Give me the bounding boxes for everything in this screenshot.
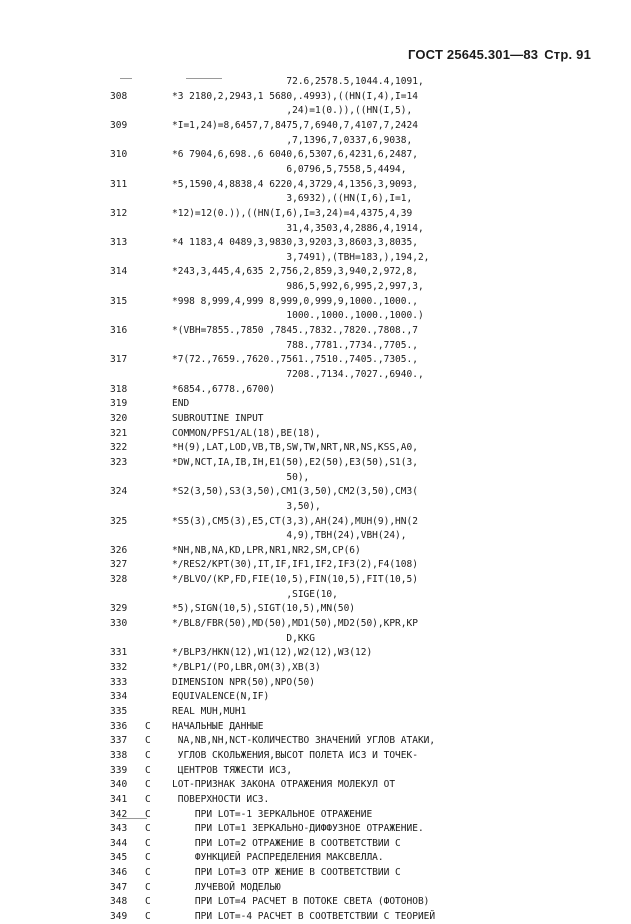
listing-line	[0, 617, 631, 631]
code-text: */BLP1/(PO,LBR,OM(3),XB(3)	[172, 662, 321, 673]
line-number: 332	[110, 662, 128, 673]
comment-marker: C	[145, 852, 151, 864]
listing-line	[0, 339, 631, 353]
listing-line	[0, 851, 631, 865]
comment-marker: C	[145, 735, 151, 747]
listing-line	[0, 558, 631, 572]
line-number: 347	[110, 881, 128, 893]
listing-line	[0, 632, 631, 646]
listing-line	[0, 778, 631, 792]
code-text: *H(9),LAT,LOD,VB,TB,SW,TW,NRT,NR,NS,KSS,A0,	[172, 442, 418, 454]
line-number: 327	[110, 559, 128, 571]
code-text: *7(72.,7659.,7620.,7561.,7510.,7405.,7305.,	[172, 354, 418, 366]
line-number: 343	[110, 823, 128, 835]
code-text: ЛУЧЕВОЙ МОДЕЛЬЮ	[172, 881, 281, 893]
listing-line	[0, 866, 631, 880]
code-text: DIMENSION NPR(50),NPO(50)	[172, 676, 315, 688]
listing-line	[0, 75, 631, 89]
listing-line	[0, 471, 631, 485]
listing-line	[0, 749, 631, 763]
listing-line	[0, 207, 631, 221]
line-number: 334	[110, 691, 128, 703]
line-number: 344	[110, 837, 128, 849]
line-number: 346	[110, 867, 128, 879]
code-text: SUBROUTINE INPUT	[172, 412, 264, 424]
code-text: COMMON/PFS1/AL(18),BE(18),	[172, 427, 321, 439]
line-number: 320	[110, 412, 128, 424]
line-number: 313	[110, 237, 128, 249]
listing-line	[0, 427, 631, 441]
line-number: 335	[110, 705, 128, 717]
code-text: *4 1183,4 0489,3,9830,3,9203,3,8603,3,8035,	[172, 237, 418, 249]
line-number: 319	[110, 398, 128, 410]
comment-marker: C	[145, 881, 151, 893]
listing-line	[0, 837, 631, 851]
listing-line	[0, 661, 631, 675]
code-text: *5),SIGN(10,5),SIGT(10,5),MN(50)	[172, 603, 356, 615]
listing-line	[0, 808, 631, 822]
code-text: *3 2180,2,2943,1 5680,.4993),((HN(I,4),I=14	[172, 90, 418, 102]
listing-line	[0, 529, 631, 543]
code-text: 788.,7781.,7734.,7705.,	[172, 339, 418, 351]
listing-line	[0, 910, 631, 924]
comment-marker: C	[145, 779, 151, 791]
listing-line	[0, 720, 631, 734]
code-text: *12)=12(0.)),((HN(I,6),I=3,24)=4,4375,4,39	[172, 207, 413, 219]
listing-line	[0, 251, 631, 265]
listing-line	[0, 309, 631, 323]
listing-line	[0, 90, 631, 104]
listing-line	[0, 324, 631, 338]
line-number: 340	[110, 779, 128, 791]
line-number: 322	[110, 442, 128, 454]
code-text: NA,NB,NH,NCT-КОЛИЧЕСТВО ЗНАЧЕНИЙ УГЛОВ АТАКИ,	[172, 735, 436, 747]
code-text: REAL MUH,MUH1	[172, 705, 247, 717]
listing-line	[0, 178, 631, 192]
page-number: Стр. 91	[544, 47, 591, 62]
line-number: 342	[110, 808, 128, 820]
code-text: *NH,NB,NA,KD,LPR,NR1,NR2,SM,CP(6)	[172, 544, 361, 556]
listing-line	[0, 602, 631, 616]
line-number: 309	[110, 119, 128, 131]
code-text: 31,4,3503,4,2886,4,1914,	[172, 222, 424, 234]
listing-line	[0, 280, 631, 294]
comment-marker: C	[145, 749, 151, 761]
line-number: 349	[110, 911, 128, 923]
line-number: 312	[110, 207, 128, 219]
code-text: *(VBH=7855.,7850 ,7845.,7832.,7820.,7808.,7	[172, 325, 418, 337]
line-number: 317	[110, 354, 128, 366]
code-text: ПРИ LOT=-4 РАСЧЕТ В СООТВЕТСТВИИ С ТЕОРИЕЙ	[172, 911, 436, 923]
code-text: 50),	[172, 471, 310, 483]
code-text: ,SIGE(10,	[172, 588, 338, 600]
line-number: 316	[110, 325, 128, 337]
line-number: 330	[110, 618, 128, 630]
line-number: 325	[110, 515, 128, 527]
listing-line	[0, 412, 631, 426]
code-text: *6854.,6778.,6700)	[172, 383, 275, 395]
listing-line	[0, 676, 631, 690]
listing-line	[0, 119, 631, 133]
line-number: 338	[110, 749, 128, 761]
code-text: LOT-ПРИЗНАК ЗАКОНА ОТРАЖЕНИЯ МОЛЕКУЛ ОТ	[172, 779, 396, 791]
code-text: *S5(3),CM5(3),E5,CT(3,3),AH(24),MUH(9),HN(2	[172, 515, 418, 527]
listing-line	[0, 881, 631, 895]
code-text: *243,3,445,4,635 2,756,2,859,3,940,2,972,8,	[172, 266, 418, 278]
code-text: *5,1590,4,8838,4 6220,4,3729,4,1356,3,9093,	[172, 178, 418, 190]
code-text: ПОВЕРХНОСТИ ИСЗ.	[172, 793, 270, 805]
line-number: 308	[110, 90, 128, 102]
listing-line	[0, 368, 631, 382]
listing-line	[0, 573, 631, 587]
line-number: 345	[110, 852, 128, 864]
listing-line	[0, 895, 631, 909]
code-text: ФУНКЦИЕЙ РАСПРЕДЕЛЕНИЯ МАКСВЕЛЛА.	[172, 852, 384, 864]
listing-line	[0, 295, 631, 309]
listing-line	[0, 544, 631, 558]
code-text: 986,5,992,6,995,2,997,3,	[172, 281, 424, 293]
listing-line	[0, 353, 631, 367]
listing-line	[0, 515, 631, 529]
code-text: *6 7904,6,698.,6 6040,6,5307,6,4231,6,2487,	[172, 149, 418, 161]
listing-line	[0, 265, 631, 279]
listing-line	[0, 646, 631, 660]
code-text: EQUIVALENCE(N,IF)	[172, 691, 270, 703]
code-text: *I=1,24)=8,6457,7,8475,7,6940,7,4107,7,2424	[172, 119, 418, 131]
listing-line	[0, 705, 631, 719]
line-number: 315	[110, 295, 128, 307]
listing-line	[0, 734, 631, 748]
listing-line	[0, 383, 631, 397]
listing-line	[0, 104, 631, 118]
line-number: 318	[110, 383, 128, 395]
line-number: 328	[110, 574, 128, 586]
line-number: 341	[110, 793, 128, 805]
comment-marker: C	[145, 837, 151, 849]
code-text: */BL8/FBR(50),MD(50),MD1(50),MD2(50),KPR,KP	[172, 618, 418, 630]
code-text: ,24)=1(0.)),((HN(I,5),	[172, 105, 413, 117]
line-number: 326	[110, 544, 128, 556]
code-text: 1000.,1000.,1000.,1000.)	[172, 310, 424, 322]
code-text: *S2(3,50),S3(3,50),CM1(3,50),CM2(3,50),CM3(	[172, 486, 418, 498]
line-number: 314	[110, 266, 128, 278]
listing-line	[0, 441, 631, 455]
line-number: 310	[110, 149, 128, 161]
code-text: 6,0796,5,7558,5,4494,	[172, 163, 407, 175]
comment-marker: C	[145, 867, 151, 879]
listing-line	[0, 456, 631, 470]
line-number: 331	[110, 647, 128, 659]
line-number: 321	[110, 427, 128, 439]
listing-line	[0, 192, 631, 206]
code-text: НАЧАЛЬНЫЕ ДАННЫЕ	[172, 720, 264, 732]
listing-line	[0, 793, 631, 807]
listing-line	[0, 397, 631, 411]
listing-line	[0, 163, 631, 177]
code-text: */RES2/KPT(30),IT,IF,IF1,IF2,IF3(2),F4(108)	[172, 559, 418, 571]
code-text: ПРИ LOT=3 ОТР ЖЕНИЕ В СООТВЕТСТВИИ С	[172, 867, 401, 879]
listing-line	[0, 148, 631, 162]
listing-line	[0, 500, 631, 514]
listing-line	[0, 236, 631, 250]
line-number: 337	[110, 735, 128, 747]
line-number: 333	[110, 676, 128, 688]
code-text: */BLVO/(KP,FD,FIE(10,5),FIN(10,5),FIT(10,5)	[172, 574, 418, 586]
listing-line	[0, 485, 631, 499]
code-text: 7208.,7134.,7027.,6940.,	[172, 369, 424, 380]
code-text: ЦЕНТРОВ ТЯЖЕСТИ ИСЗ,	[172, 764, 293, 776]
line-number: 323	[110, 456, 128, 468]
code-text: ,7,1396,7,0337,6,9038,	[172, 134, 413, 146]
line-number: 329	[110, 603, 128, 615]
code-text: 3,50),	[172, 500, 321, 512]
code-text: 4,9),TBH(24),VBH(24),	[172, 530, 407, 542]
code-text: 3,7491),(TBH=183,),194,2,	[172, 251, 430, 263]
listing-line	[0, 134, 631, 148]
code-text: *DW,NCT,IA,IB,IH,E1(50),E2(50),E3(50),S1(3,	[172, 456, 418, 468]
listing-line	[0, 764, 631, 778]
code-text: УГЛОВ СКОЛЬЖЕНИЯ,ВЫСОТ ПОЛЕТА ИСЗ И ТОЧЕК-	[172, 749, 418, 761]
line-number: 348	[110, 896, 128, 908]
comment-marker: C	[145, 793, 151, 805]
code-text: END	[172, 398, 190, 410]
standard-number: ГОСТ 25645.301—83	[407, 47, 539, 62]
code-text: 72.6,2578.5,1044.4,1091,	[172, 76, 424, 87]
code-text: ПРИ LOT=2 ОТРАЖЕНИЕ В СООТВЕТСТВИИ С	[172, 837, 401, 849]
line-number: 336	[110, 720, 128, 732]
code-text: ПРИ LOT=-1 ЗЕРКАЛЬНОЕ ОТРАЖЕНИЕ	[172, 808, 373, 820]
page-header	[408, 47, 591, 62]
code-text: 3,6932),((HN(I,6),I=1,	[172, 193, 413, 205]
listing-line	[0, 222, 631, 236]
listing-line	[0, 588, 631, 602]
code-text: ПРИ LOT=4 РАСЧЕТ В ПОТОКЕ СВЕТА (ФОТОНОВ)	[172, 896, 430, 908]
comment-marker: C	[145, 764, 151, 776]
line-number: 339	[110, 764, 128, 776]
listing-line	[0, 690, 631, 704]
code-text: ПРИ LOT=1 ЗЕРКАЛЬНО-ДИФФУЗНОЕ ОТРАЖЕНИЕ.	[172, 823, 424, 835]
comment-marker: C	[145, 911, 151, 923]
comment-marker: C	[145, 720, 151, 732]
line-number: 311	[110, 178, 128, 190]
listing-line	[0, 822, 631, 836]
comment-marker: C	[145, 896, 151, 908]
code-text: */BLP3/HKN(12),W1(12),W2(12),W3(12)	[172, 647, 373, 659]
line-number: 324	[110, 486, 128, 498]
code-text: D,KKG	[172, 632, 315, 644]
comment-marker: C	[145, 823, 151, 835]
comment-marker: C	[145, 808, 151, 820]
code-text: *998 8,999,4,999 8,999,0,999,9,1000.,1000.,	[172, 295, 418, 307]
